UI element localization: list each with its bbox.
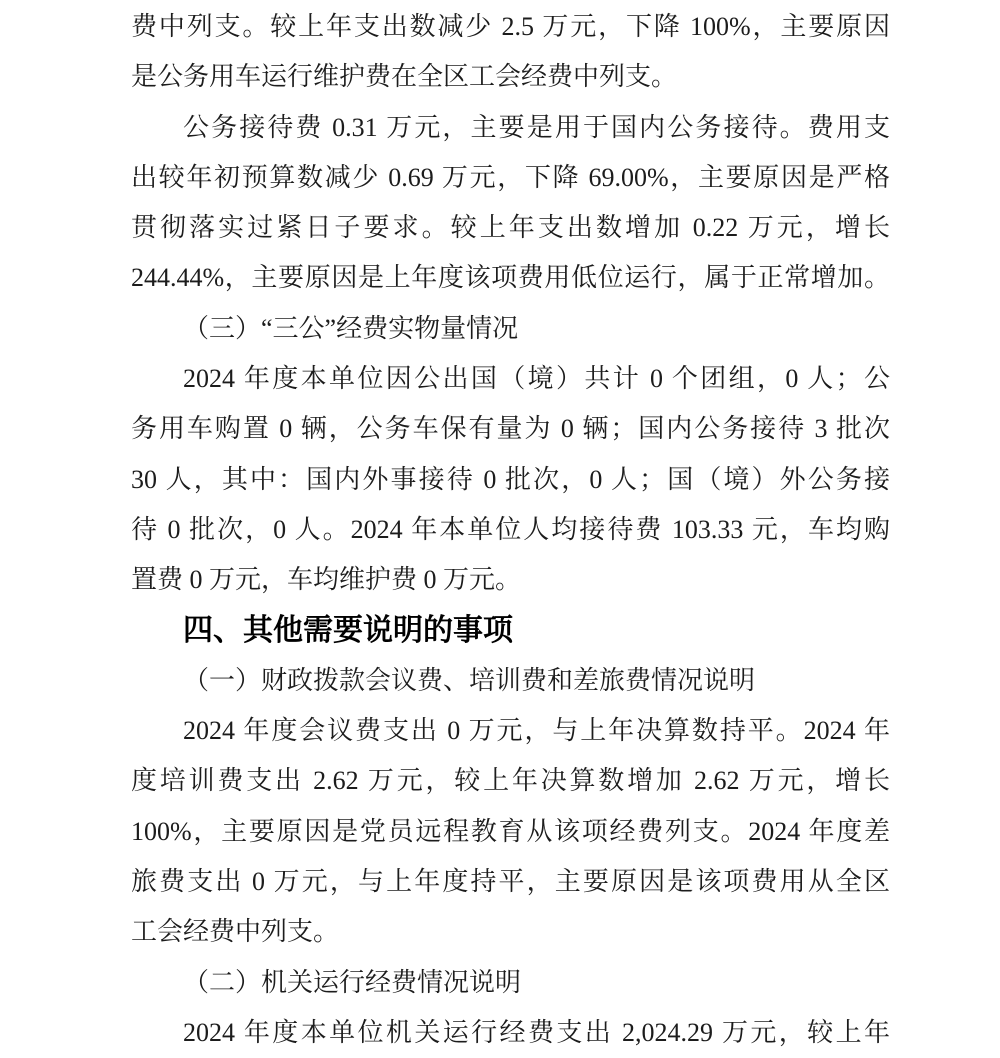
text-line: 待 0 批次，0 人。2024 年本单位人均接待费 103.33 元，车均购: [131, 514, 890, 544]
text-line: 是公务用车运行维护费在全区工会经费中列支。: [131, 62, 678, 92]
text-line: 贯彻落实过紧日子要求。较上年支出数增加 0.22 万元，增长: [131, 213, 890, 243]
subsection-heading: （二）机关运行经费情况说明: [183, 967, 522, 997]
subsection-heading: （三）“三公”经费实物量情况: [183, 313, 519, 343]
text-line: 置费 0 万元，车均维护费 0 万元。: [131, 565, 522, 595]
text-line: 工会经费中列支。: [131, 917, 340, 947]
text-line: 2024 年度本单位机关运行经费支出 2,024.29 万元，较上年: [183, 1017, 890, 1047]
text-line: 旅费支出 0 万元，与上年度持平，主要原因是该项费用从全区: [131, 867, 890, 897]
text-line: 30 人，其中：国内外事接待 0 批次，0 人；国（境）外公务接: [131, 464, 890, 494]
text-line: 244.44%，主要原因是上年度该项费用低位运行，属于正常增加。: [131, 263, 890, 293]
section-heading: 四、其他需要说明的事项: [183, 613, 513, 647]
text-line: 费中列支。较上年支出数减少 2.5 万元，下降 100%，主要原因: [131, 12, 890, 41]
text-line: 2024 年度本单位因公出国（境）共计 0 个团组，0 人；公: [183, 364, 890, 394]
text-line: 2024 年度会议费支出 0 万元，与上年决算数持平。2024 年: [183, 716, 890, 746]
text-line: 出较年初预算数减少 0.69 万元，下降 69.00%，主要原因是严格: [131, 162, 890, 192]
subsection-heading: （一）财政拨款会议费、培训费和差旅费情况说明: [183, 665, 756, 695]
text-line: 务用车购置 0 辆，公务车保有量为 0 辆；国内公务接待 3 批次: [131, 414, 890, 444]
text-line: 100%，主要原因是党员远程教育从该项经费列支。2024 年度差: [131, 816, 890, 846]
text-line: 度培训费支出 2.62 万元，较上年决算数增加 2.62 万元，增长: [131, 766, 890, 796]
text-line: 公务接待费 0.31 万元，主要是用于国内公务接待。费用支: [183, 112, 890, 142]
